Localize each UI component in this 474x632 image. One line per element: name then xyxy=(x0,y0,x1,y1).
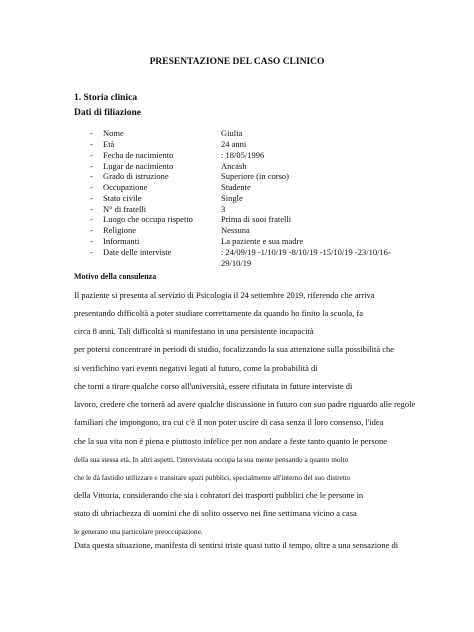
paragraph-line: stato di ubriachezza di uomini che di solito osservo nei fine settimana vicino a casa xyxy=(74,508,357,518)
field-label: N° di fratelli xyxy=(103,204,147,214)
field-row xyxy=(0,225,474,236)
paragraph-line: che torni a tirare qualche corso all'università, essere rifiutata in future interviste di xyxy=(74,381,353,391)
bullet-dash: - xyxy=(90,139,93,149)
field-row xyxy=(0,236,474,247)
paragraph-line: che la sua vita non è piena e piuttosto infelice per non andare a feste tanto quanto le persone xyxy=(74,436,387,446)
subsection-heading: Dati di filiazione xyxy=(74,108,142,118)
field-value: : 18/05/1996 xyxy=(221,150,265,160)
field-row xyxy=(0,139,474,150)
field-label: Informanti xyxy=(103,236,140,246)
bullet-dash: - xyxy=(90,171,93,181)
bullet-dash: - xyxy=(90,182,93,192)
bullet-dash: - xyxy=(90,236,93,246)
field-label: Luogo che occupa rispetto xyxy=(103,214,193,224)
field-label: Religione xyxy=(103,225,137,235)
paragraph-line: circa 8 anni. Tali difficoltà si manifestano in una persistente incapacità xyxy=(74,326,314,336)
field-row xyxy=(0,171,474,182)
paragraph-line: familiari che impongono, tra cui c'è il non poter uscire di casa senza il loro consenso, l'idea xyxy=(74,417,384,427)
paragraph-line: che le dà fastidio utilizzare e transitare spazi pubblici, specialmente all'interno del suo distretto xyxy=(74,473,351,482)
paragraph-line: della sua stessa età. In altri aspetti, l'intervistata occupa la sua mente pensando a quanto molto xyxy=(74,455,349,464)
paragraph-line: presentando difficoltà a poter studiare correttamente da quando ho finito la scuola, fa xyxy=(74,308,363,318)
field-row xyxy=(0,247,474,258)
field-label: Lugar de nacimiento xyxy=(103,161,174,171)
field-label: Fecha de nacimiento xyxy=(103,150,174,160)
bullet-dash: - xyxy=(90,193,93,203)
field-row xyxy=(0,182,474,193)
paragraph-line: della Vittoria, considerando che sia i cobratori dei trasporti pubblici che le persone in xyxy=(74,490,364,500)
paragraph-line: Il paziente si presenta al servizio di Psicologia il 24 settembre 2019, riferendo che arriva xyxy=(74,290,375,300)
field-label: Date delle interviste xyxy=(103,247,172,257)
bullet-dash: - xyxy=(90,247,93,257)
field-value: Giulia xyxy=(221,128,243,138)
bullet-dash: - xyxy=(90,161,93,171)
field-value: La paziente e sua madre xyxy=(221,236,304,246)
field-label: Grado di istruzione xyxy=(103,171,169,181)
motivo-heading: Motivo della consulenza xyxy=(74,272,157,281)
field-value: Studente xyxy=(221,182,251,192)
paragraph-line: per potersi concentrare in periodi di studio, focalizzando la sua attenzione sulla possibilità che xyxy=(74,344,395,354)
field-row xyxy=(0,128,474,139)
field-label: Stato civile xyxy=(103,193,142,203)
field-value: Ancash xyxy=(221,161,247,171)
bullet-dash: - xyxy=(90,204,93,214)
field-value: Prima di suoi fratelli xyxy=(221,214,292,224)
section-heading: 1. Storia clinica xyxy=(74,93,138,103)
bullet-dash: - xyxy=(90,214,93,224)
paragraph-line: lavoro, credere che tornerà ad avere qualche discussione in futuro con suo padre riguardo alle regole xyxy=(74,399,416,409)
interview-dates-continuation: 29/10/19 xyxy=(221,258,252,268)
field-label: Età xyxy=(103,139,115,149)
field-label: Occupazione xyxy=(103,182,148,192)
field-value: Nessuna xyxy=(221,225,250,235)
document-title: PRESENTAZIONE DEL CASO CLINICO xyxy=(149,57,325,67)
field-row xyxy=(0,214,474,225)
field-value: 24 anni xyxy=(221,139,247,149)
paragraph-line: le generano una particolare preoccupazione. xyxy=(74,527,203,536)
field-value: : 24/09/19 -1/10/19 -8/10/19 -15/10/19 -23/10/16- xyxy=(221,247,391,257)
field-value: Single xyxy=(221,193,243,203)
field-label: Nome xyxy=(103,128,124,138)
bullet-dash: - xyxy=(90,128,93,138)
paragraph-line: si verifichino vari eventi negativi legati al futuro, come la probabilità di xyxy=(74,363,318,373)
closing-line: Data questa situazione, manifesta di sentirsi triste quasi tutto il tempo, oltre a una sensazione di xyxy=(74,540,399,550)
field-value: 3 xyxy=(221,204,226,214)
field-value-continuation xyxy=(0,258,474,269)
bullet-dash: - xyxy=(90,150,93,160)
field-row xyxy=(0,150,474,161)
field-row xyxy=(0,193,474,204)
bullet-dash: - xyxy=(90,225,93,235)
field-value: Superiore (in corso) xyxy=(221,171,289,181)
